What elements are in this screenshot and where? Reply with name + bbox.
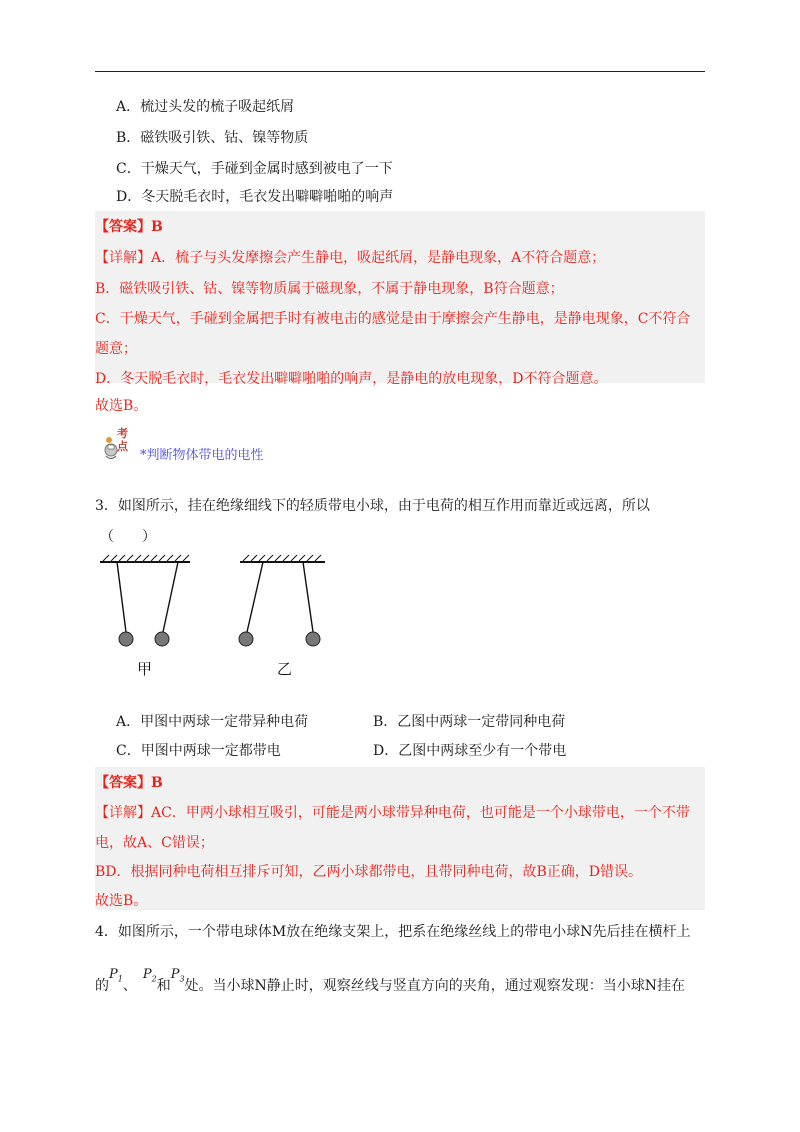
kaodian-text: *判断物体带电的电性 xyxy=(140,448,264,463)
conclusion: 故选B。 xyxy=(95,398,148,414)
answer-box xyxy=(95,767,705,910)
detail-line: 电，故A、C错误； xyxy=(95,835,214,851)
q3-stem: 3．如图所示，挂在绝缘细线下的轻质带电小球，由于电荷的相互作用而靠近或远离，所以 xyxy=(95,498,650,514)
figure-label-left: 甲 xyxy=(137,660,153,678)
option-b: B．磁铁吸引铁、钴、镍等物质 xyxy=(116,130,309,146)
q3-blank: （ ） xyxy=(100,529,156,545)
option-c: C．干燥天气，手碰到金属时感到被电了一下 xyxy=(116,161,393,177)
q4-stem-line2 xyxy=(95,967,686,1002)
option-b: B．乙图中两球一定带同种电荷 xyxy=(373,714,566,730)
detail-line: C．干燥天气，手碰到金属把手时有被电击的感觉是由于摩擦会产生静电，是静电现象，C不符合 xyxy=(95,311,691,327)
detail-line: B．磁铁吸引铁、钴、镍等物质属于磁现象，不属于静电现象，B符合题意； xyxy=(95,281,564,297)
pendulum-figure xyxy=(95,552,335,657)
answer-label: 【答案】B xyxy=(95,775,163,791)
detail-line: 题意； xyxy=(95,341,137,357)
detail-line: BD．根据同种电荷相互排斥可知，乙两小球都带电，且带同种电荷，故B正确，D错误。 xyxy=(95,864,643,880)
detail-line: 【详解】AC．甲两小球相互吸引，可能是两小球带异种电荷，也可能是一个小球带电，一个不带 xyxy=(95,805,690,821)
answer-box xyxy=(95,211,705,387)
option-a: A．甲图中两球一定带异种电荷 xyxy=(116,714,309,730)
figure-label-right: 乙 xyxy=(277,660,293,678)
kaodian-badge: 考点 xyxy=(117,427,128,453)
option-d: D．冬天脱毛衣时，毛衣发出噼噼啪啪的响声 xyxy=(116,189,394,205)
p2-label: $P_2$ xyxy=(142,967,157,984)
detail-line: 【详解】A．梳子与头发摩擦会产生静电，吸起纸屑，是静电现象，A不符合题意； xyxy=(95,250,606,266)
q4-text: 和 xyxy=(156,978,171,994)
q4-text: 的 xyxy=(95,978,109,994)
p1-label: $P_1$ xyxy=(109,967,123,984)
p3-label: $P_3$ xyxy=(170,967,185,984)
option-a: A．梳过头发的梳子吸起纸屑 xyxy=(116,99,295,115)
option-c: C．甲图中两球一定都带电 xyxy=(116,743,281,759)
q4-text: 处。当小球N静止时，观察丝线与竖直方向的夹角，通过观察发现：当小球N挂在 xyxy=(184,978,686,994)
q4-stem: 4．如图所示，一个带电球体M放在绝缘支架上，把系在绝缘丝线上的带电小球N先后挂在横杆上 xyxy=(95,924,691,940)
detail-line: D．冬天脱毛衣时，毛衣发出噼噼啪啪的响声，是静电的放电现象，D不符合题意。 xyxy=(95,371,608,387)
detail-line: 故选B。 xyxy=(95,893,148,909)
answer-label: 【答案】B xyxy=(95,219,163,235)
q4-text: 、 xyxy=(122,978,137,994)
option-d: D．乙图中两球至少有一个带电 xyxy=(373,743,567,759)
header-rule xyxy=(95,71,705,72)
